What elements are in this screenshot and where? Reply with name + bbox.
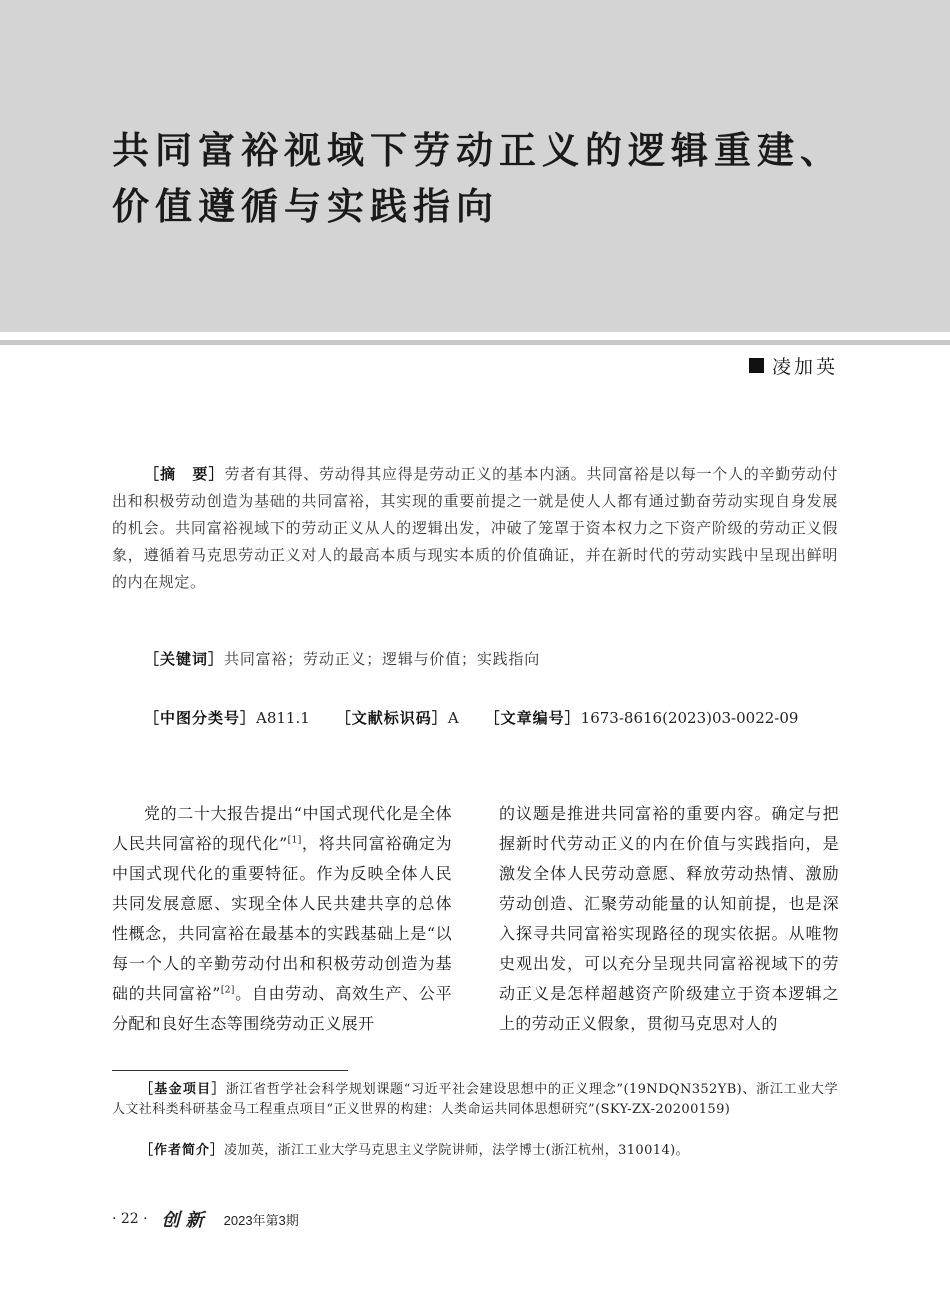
- square-bullet-icon: [749, 358, 764, 373]
- body-column-right: [499, 799, 839, 1039]
- keywords: [144, 648, 540, 669]
- journal-logo: 创新: [161, 1210, 210, 1231]
- citation-ref-1: [1]: [287, 835, 302, 846]
- fund-label: ［基金项目］: [140, 1082, 226, 1097]
- clc-code: [144, 707, 310, 728]
- bio-text: 凌加英，浙江工业大学马克思主义学院讲师，法学博士(浙江杭州，310014)。: [224, 1143, 689, 1158]
- abstract: [112, 461, 838, 596]
- article-title-line-2: 价值遵循与实践指向: [112, 185, 499, 228]
- divider: [0, 332, 950, 340]
- doc-value: A: [447, 709, 459, 727]
- abstract-label: ［摘 要］: [144, 465, 225, 483]
- body-column-left: [112, 799, 452, 1039]
- doc-label: ［文献标识码］: [335, 709, 448, 727]
- fund-text: 浙江省哲学社会科学规划课题“习近平社会建设思想中的正义理念”(19NDQN352YB)、浙江工业大学人文社科类科研基金马工程重点项目“正义世界的构建：人类命运共同体思想研究”(SKY-ZX-20200159): [112, 1082, 838, 1117]
- article-value: 1673-8616(2023)03-0022-09: [580, 709, 799, 727]
- issue-label: 2023年第3期: [223, 1212, 299, 1228]
- article-label: ［文章编号］: [484, 709, 581, 727]
- article-title-line-1: 共同富裕视域下劳动正义的逻辑重建、: [112, 129, 843, 172]
- body-text: 的议题是推进共同富裕的重要内容。确定与把握新时代劳动正义的内在价值与实践指向，是激发全体人民劳动意愿、释放劳动热情、激励劳动创造、汇聚劳动能量的认知前提，也是深入探寻共同富裕实现路径的现实依据。从唯物史观出发，可以充分呈现共同富裕视域下的劳动正义是怎样超越资产阶级建立于资本逻辑之上的劳动正义假象，贯彻马克思对人的: [499, 804, 839, 1033]
- article-number: [485, 707, 799, 728]
- doc-code: [336, 707, 459, 728]
- clc-label: ［中图分类号］: [144, 709, 257, 727]
- keywords-text: 共同富裕；劳动正义；逻辑与价值；实践指向: [224, 650, 541, 668]
- author-name: 凌加英: [771, 356, 838, 378]
- abstract-text: 劳者有其得、劳动得其应得是劳动正义的基本内涵。共同富裕是以每一个人的辛勤劳动付出和积极劳动创造为基础的共同富裕，其实现的重要前提之一就是使人人都有通过勤奋劳动实现自身发展的机会。共同富裕视域下的劳动正义从人的逻辑出发，冲破了笼罩于资本权力之下资产阶级的劳动正义假象，遵循着马克思劳动正义对人的最高本质与现实本质的价值确证，并在新时代的劳动实践中呈现出鲜明的内在规定。: [112, 465, 838, 591]
- author-line: [749, 352, 838, 379]
- citation-ref-2: [2]: [220, 985, 235, 996]
- body-text: ，将共同富裕确定为中国式现代化的重要特征。作为反映全体人民共同发展意愿、实现全体人民共建共享的总体性概念，共同富裕在最基本的实践基础上是“以每一个人的辛勤劳动付出和积极劳动创造为基础的共同富裕”: [112, 834, 452, 1003]
- footnote-divider: [112, 1070, 348, 1071]
- clc-value: A811.1: [256, 709, 310, 727]
- classification-line: [144, 707, 798, 728]
- page-number: · 22 ·: [112, 1211, 148, 1227]
- page-footer: [112, 1206, 299, 1232]
- footnote-author-bio: [112, 1141, 838, 1161]
- footnote-fund: [112, 1080, 838, 1120]
- keywords-label: ［关键词］: [144, 650, 225, 668]
- body-text: 。自由劳动、高效生产、公平分配和良好生态等围绕劳动正义展开: [112, 984, 453, 1033]
- body-text: 党的二十大报告提出“中国式现代化是全体人民共同富裕的现代化”: [112, 804, 452, 853]
- divider-gray: [0, 340, 950, 345]
- bio-label: ［作者简介］: [140, 1143, 225, 1158]
